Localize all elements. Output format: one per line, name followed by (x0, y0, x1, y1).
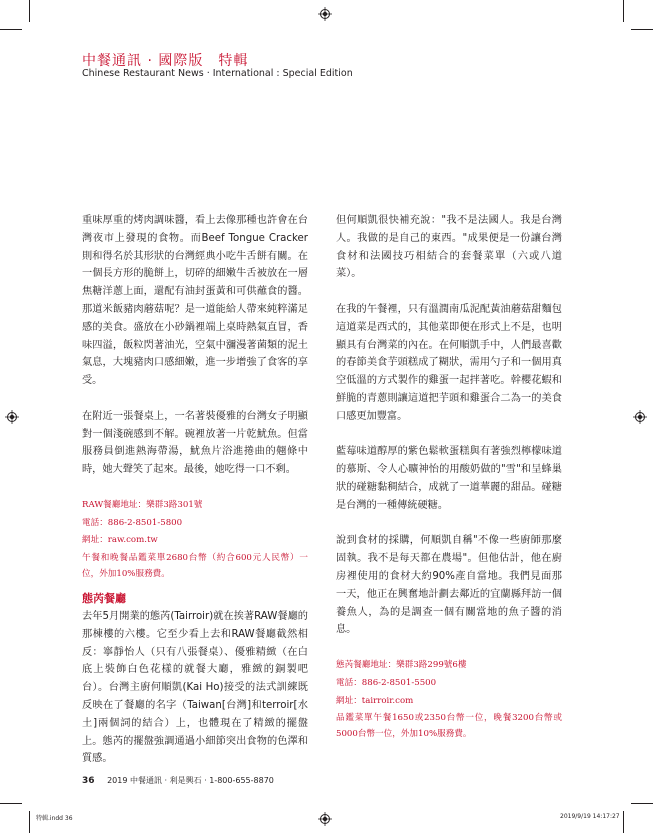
header-title-english: Chinese Restaurant News · International : Special Edition (82, 68, 353, 79)
crop-mark (631, 803, 653, 804)
right-column (336, 212, 562, 742)
body-paragraph: 在我的午餐裡，只有溫潤南瓜泥配黃油蘑菇甜麵包這道菜是西式的，其他菜即便在形式上不是，也明顯具有台灣菜的內在。在何順凱手中，人們最喜歡的春節美食芋頭糕成了糊狀，需用勺子和一個用真空低溫的方式製作的雞蛋一起拌著吃。幹櫻花蝦和鮮脆的青蔥則讓這道把芋頭和雞蛋合二為一的美食口感更加豐富。 (336, 303, 562, 422)
body-paragraph: 在附近一張餐桌上，一名著裝優雅的台灣女子明顯對一個淺碗感到不解。碗裡放著一片乾魷魚。但當服務員倒進熱海帶湯，魷魚片浴進捲曲的翹條中時，她大聲笑了起來。最後，她吃得一口不剩。 (82, 410, 308, 476)
crop-mark (623, 0, 624, 22)
tairroir-phone: 電話：886-2-8501-5500 (336, 677, 437, 688)
body-paragraph: 說到食材的採購，何順凱自稱"不像一些廚師那麼固執。我不是每天都在農場"。但他估計，他在廚房裡使用的食材大約90%產自當地。我們見面那一天，他正在興奮地計劃去鄰近的宜蘭縣拜訪一個養魚人，為的是調查一個有關當地的魚子醬的消息。 (336, 535, 562, 636)
body-paragraph: 重味厚重的烤肉調味醬，看上去像那種也許會在台灣夜市上發現的食物。而Beef Tongue Cracker則和得名於其形狀的台灣經典小吃牛舌餅有關。在一個長方形的脆餅上，切碎的細嫩牛舌被放在一層焦糖洋蔥上面，還配有油封蛋黃和可供蘸食的醬。那道米飯豬肉蘑菇呢？是一道能給人帶來純粹滿足感的美食。盛放在小砂鍋裡端上桌時熱氣直冒，香味四溢，飯粒閃著油光，空氣中瀰漫著菌類的泥土氣息，大塊豬肉口感細嫩，進一步增強了食客的享受。 (82, 215, 308, 387)
left-column (82, 212, 308, 768)
raw-website: 網址：raw.com.tw (82, 535, 158, 546)
crop-mark (29, 0, 30, 22)
tairroir-address: 態芮餐廳地址：樂群3路299號6樓 (336, 659, 467, 670)
registration-mark-icon (318, 812, 332, 826)
page-footer (82, 775, 274, 786)
crop-mark (623, 811, 624, 833)
raw-price: 午餐和晚餐品鑑菜單2680台幣（約合600元人民幣）一位，外加10%服務費。 (82, 553, 308, 580)
footer-text: 2019 中餐通訊 · 利是興石 · 1-800-655-8870 (107, 776, 274, 785)
registration-mark-icon (5, 410, 19, 424)
section-heading: 態芮餐廳 (82, 592, 126, 606)
crop-mark (631, 29, 653, 30)
raw-phone: 電話：886-2-8501-5800 (82, 517, 183, 528)
registration-mark-icon (318, 7, 332, 21)
tairroir-price: 品鑑菜單午餐1650或2350台幣一位，晚餐3200台幣或5000台幣一位，外加10%服務費。 (336, 713, 562, 740)
body-paragraph: 但何順凱很快補充說："我不是法國人。我是台灣人。我做的是自己的東西。"成果便是一份讓台灣食材和法國技巧相結合的套餐菜單（六或八道菜）。 (336, 215, 562, 280)
body-paragraph: 藍莓味道醇厚的紫色鬆軟蛋糕與有著強烈檸檬味道的慕斯、令人心曠神怡的用酸奶做的"雪"和呈蜂巢狀的碰糖黏稠結合，成就了一道華麗的甜品。碰糖是台灣的一種傳統硬糖。 (336, 446, 562, 511)
header-title-chinese: 中餐通訊 · 國際版 特輯 (82, 53, 249, 69)
crop-mark (0, 29, 22, 30)
crop-mark (29, 811, 30, 833)
slug-timestamp: 2019/9/19 14:17:27 (560, 813, 620, 820)
raw-address: RAW餐廳地址：樂群3路301號 (82, 499, 203, 510)
body-paragraph: 去年5月開業的態芮(Tairroir)就在挨著RAW餐廳的那棟樓的六樓。它至少看上去和RAW餐廳截然相反：寧靜怡人（只有八張餐桌）、優雅精緻（在白底上裝飾白色花樣的就餐大廳，雅緻的銅製吧台）。台灣主廚何順凱(Kai Ho)接受的法式訓練既反映在了餐廳的名字（Taiwan[台灣]和terroir[水土]兩個詞的結合）上，也體現在了精緻的擺盤上。態芮的擺盤強調通過小細節突出食物的色澤和質感。 (82, 610, 308, 765)
crop-mark (0, 803, 22, 804)
tairroir-website: 網址：tairroir.com (336, 695, 414, 706)
slug-filename: 特輯.indd 36 (36, 815, 73, 822)
page-number: 36 (82, 776, 95, 786)
registration-mark-icon (633, 410, 647, 424)
